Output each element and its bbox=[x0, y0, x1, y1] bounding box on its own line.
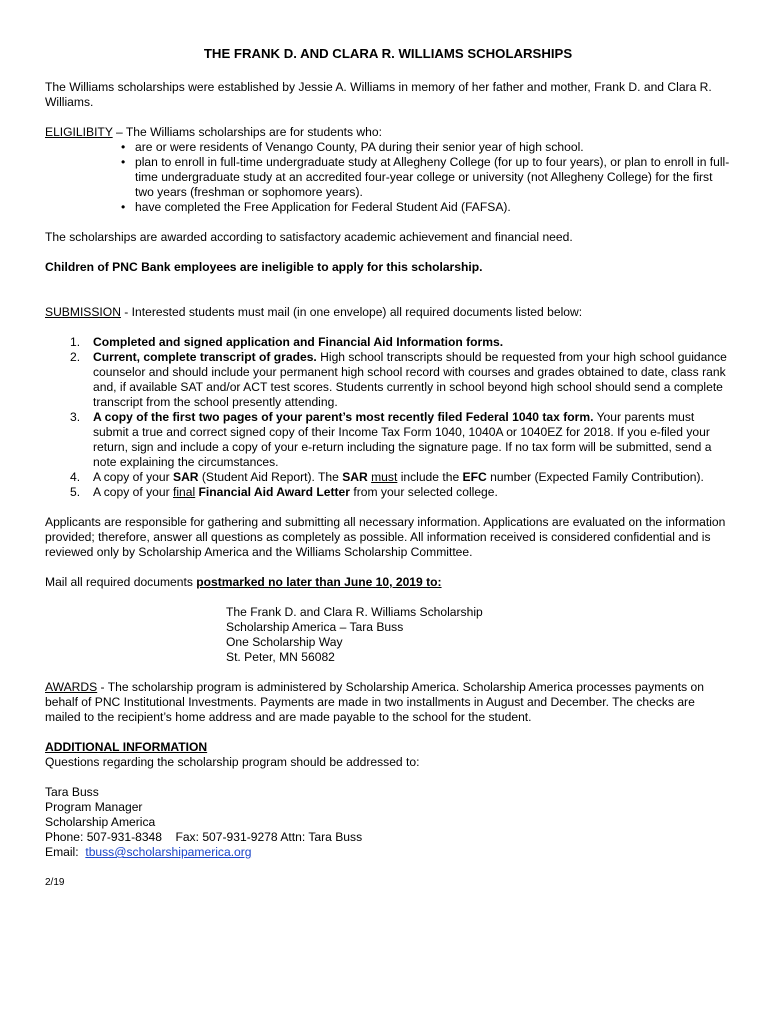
eligibility-item: • are or were residents of Venango County, PA during their senior year of high school. bbox=[121, 140, 584, 154]
submission-item: 2. Current, complete transcript of grades. High school transcripts should be requested from your high school guidance counselor and should include your permanent high school record with courses and grades obtained to date, class rank and, if available SAT and/or ACT test scores. Students currently in school beyond high school should send a complete transcript from the school presently attending. bbox=[70, 350, 727, 409]
contact-phone: Phone: 507-931-8348 Fax: 507-931-9278 Attn: Tara Buss bbox=[45, 830, 363, 844]
contact-role: Program Manager bbox=[45, 800, 143, 814]
eligibility-list bbox=[45, 140, 731, 215]
document-page bbox=[45, 46, 731, 890]
mailing-address: The Frank D. and Clara R. Williams Scholarship Scholarship America – Tara Buss One Scholarship Way St. Peter, MN 56082 bbox=[226, 605, 483, 664]
deadline-text: postmarked no later than June 10, 2019 to: bbox=[196, 575, 442, 589]
eligibility-item: • have completed the Free Application for Federal Student Aid (FAFSA). bbox=[121, 200, 511, 214]
contact-email-line: Email: tbuss@scholarshipamerica.org bbox=[45, 845, 252, 859]
email-link[interactable]: tbuss@scholarshipamerica.org bbox=[85, 845, 252, 859]
submission-item: 1. Completed and signed application and Financial Aid Information forms. bbox=[70, 335, 504, 349]
contact-name: Tara Buss bbox=[45, 785, 99, 799]
additional-info-heading: ADDITIONAL INFORMATION bbox=[45, 740, 208, 754]
bullet-icon: • bbox=[121, 140, 126, 154]
eligibility-heading: ELIGILIBITY bbox=[45, 125, 113, 139]
additional-info-text: Questions regarding the scholarship program should be addressed to: bbox=[45, 755, 420, 769]
submission-item: 3. A copy of the first two pages of your parent’s most recently filed Federal 1040 tax form. Your parents must submit a true and correct signed copy of their Income Tax Form 1040, 1040A or 1040EZ for 2018. If you e-filed your return, sign and include a copy of your e-return including the signature page. If no tax form will be submitted, send a note explaining the circumstances. bbox=[70, 410, 712, 469]
submission-list bbox=[45, 335, 731, 500]
submission-item: 5. A copy of your final Financial Aid Award Letter from your selected college. bbox=[70, 485, 498, 499]
bullet-icon: • bbox=[121, 155, 126, 169]
awards-heading: AWARDS bbox=[45, 680, 98, 694]
contact-block bbox=[45, 785, 731, 860]
revision-code: 2/19 bbox=[45, 877, 65, 888]
responsibility-paragraph: Applicants are responsible for gathering and submitting all necessary information. Applications are evaluated on the information provided; therefore, answer all questions as completely as possible. All information received is considered confidential and is reviewed only by Scholarship America and the Williams Scholarship Committee. bbox=[45, 515, 726, 559]
submission-heading: SUBMISSION bbox=[45, 305, 121, 319]
eligibility-lead-text: – The Williams scholarships are for students who: bbox=[112, 125, 382, 139]
submission-lead: SUBMISSION - Interested students must mail (in one envelope) all required documents listed below: bbox=[45, 305, 583, 319]
awarded-note: The scholarships are awarded according to satisfactory academic achievement and financial need. bbox=[45, 230, 573, 244]
mail-instruction: Mail all required documents postmarked no later than June 10, 2019 to: bbox=[45, 575, 442, 589]
eligibility-lead bbox=[45, 125, 731, 140]
awards-paragraph: AWARDS - The scholarship program is administered by Scholarship America. Scholarship America processes payments on behalf of PNC Institutional Investments. Payments are made in two installments in August and December. The checks are mailed to the recipient’s home address and are made payable to the school for the student. bbox=[45, 680, 704, 724]
contact-org: Scholarship America bbox=[45, 815, 156, 829]
bullet-icon: • bbox=[121, 200, 126, 214]
document-title: THE FRANK D. AND CLARA R. WILLIAMS SCHOLARSHIPS bbox=[203, 46, 573, 61]
eligibility-item: • plan to enroll in full-time undergraduate study at Allegheny College (for up to four years), or plan to enroll in full-time undergraduate study at an accredited four-year college or university (not Allegheny College) for the first two years (freshman or sophomore years). bbox=[121, 155, 730, 199]
intro-paragraph: The Williams scholarships were established by Jessie A. Williams in memory of her father and mother, Frank D. and Clara R. Williams. bbox=[45, 80, 712, 109]
submission-item: 4. A copy of your SAR (Student Aid Report). The SAR must include the EFC number (Expected Family Contribution). bbox=[70, 470, 704, 484]
pnc-ineligible-note: Children of PNC Bank employees are ineligible to apply for this scholarship. bbox=[45, 260, 483, 274]
